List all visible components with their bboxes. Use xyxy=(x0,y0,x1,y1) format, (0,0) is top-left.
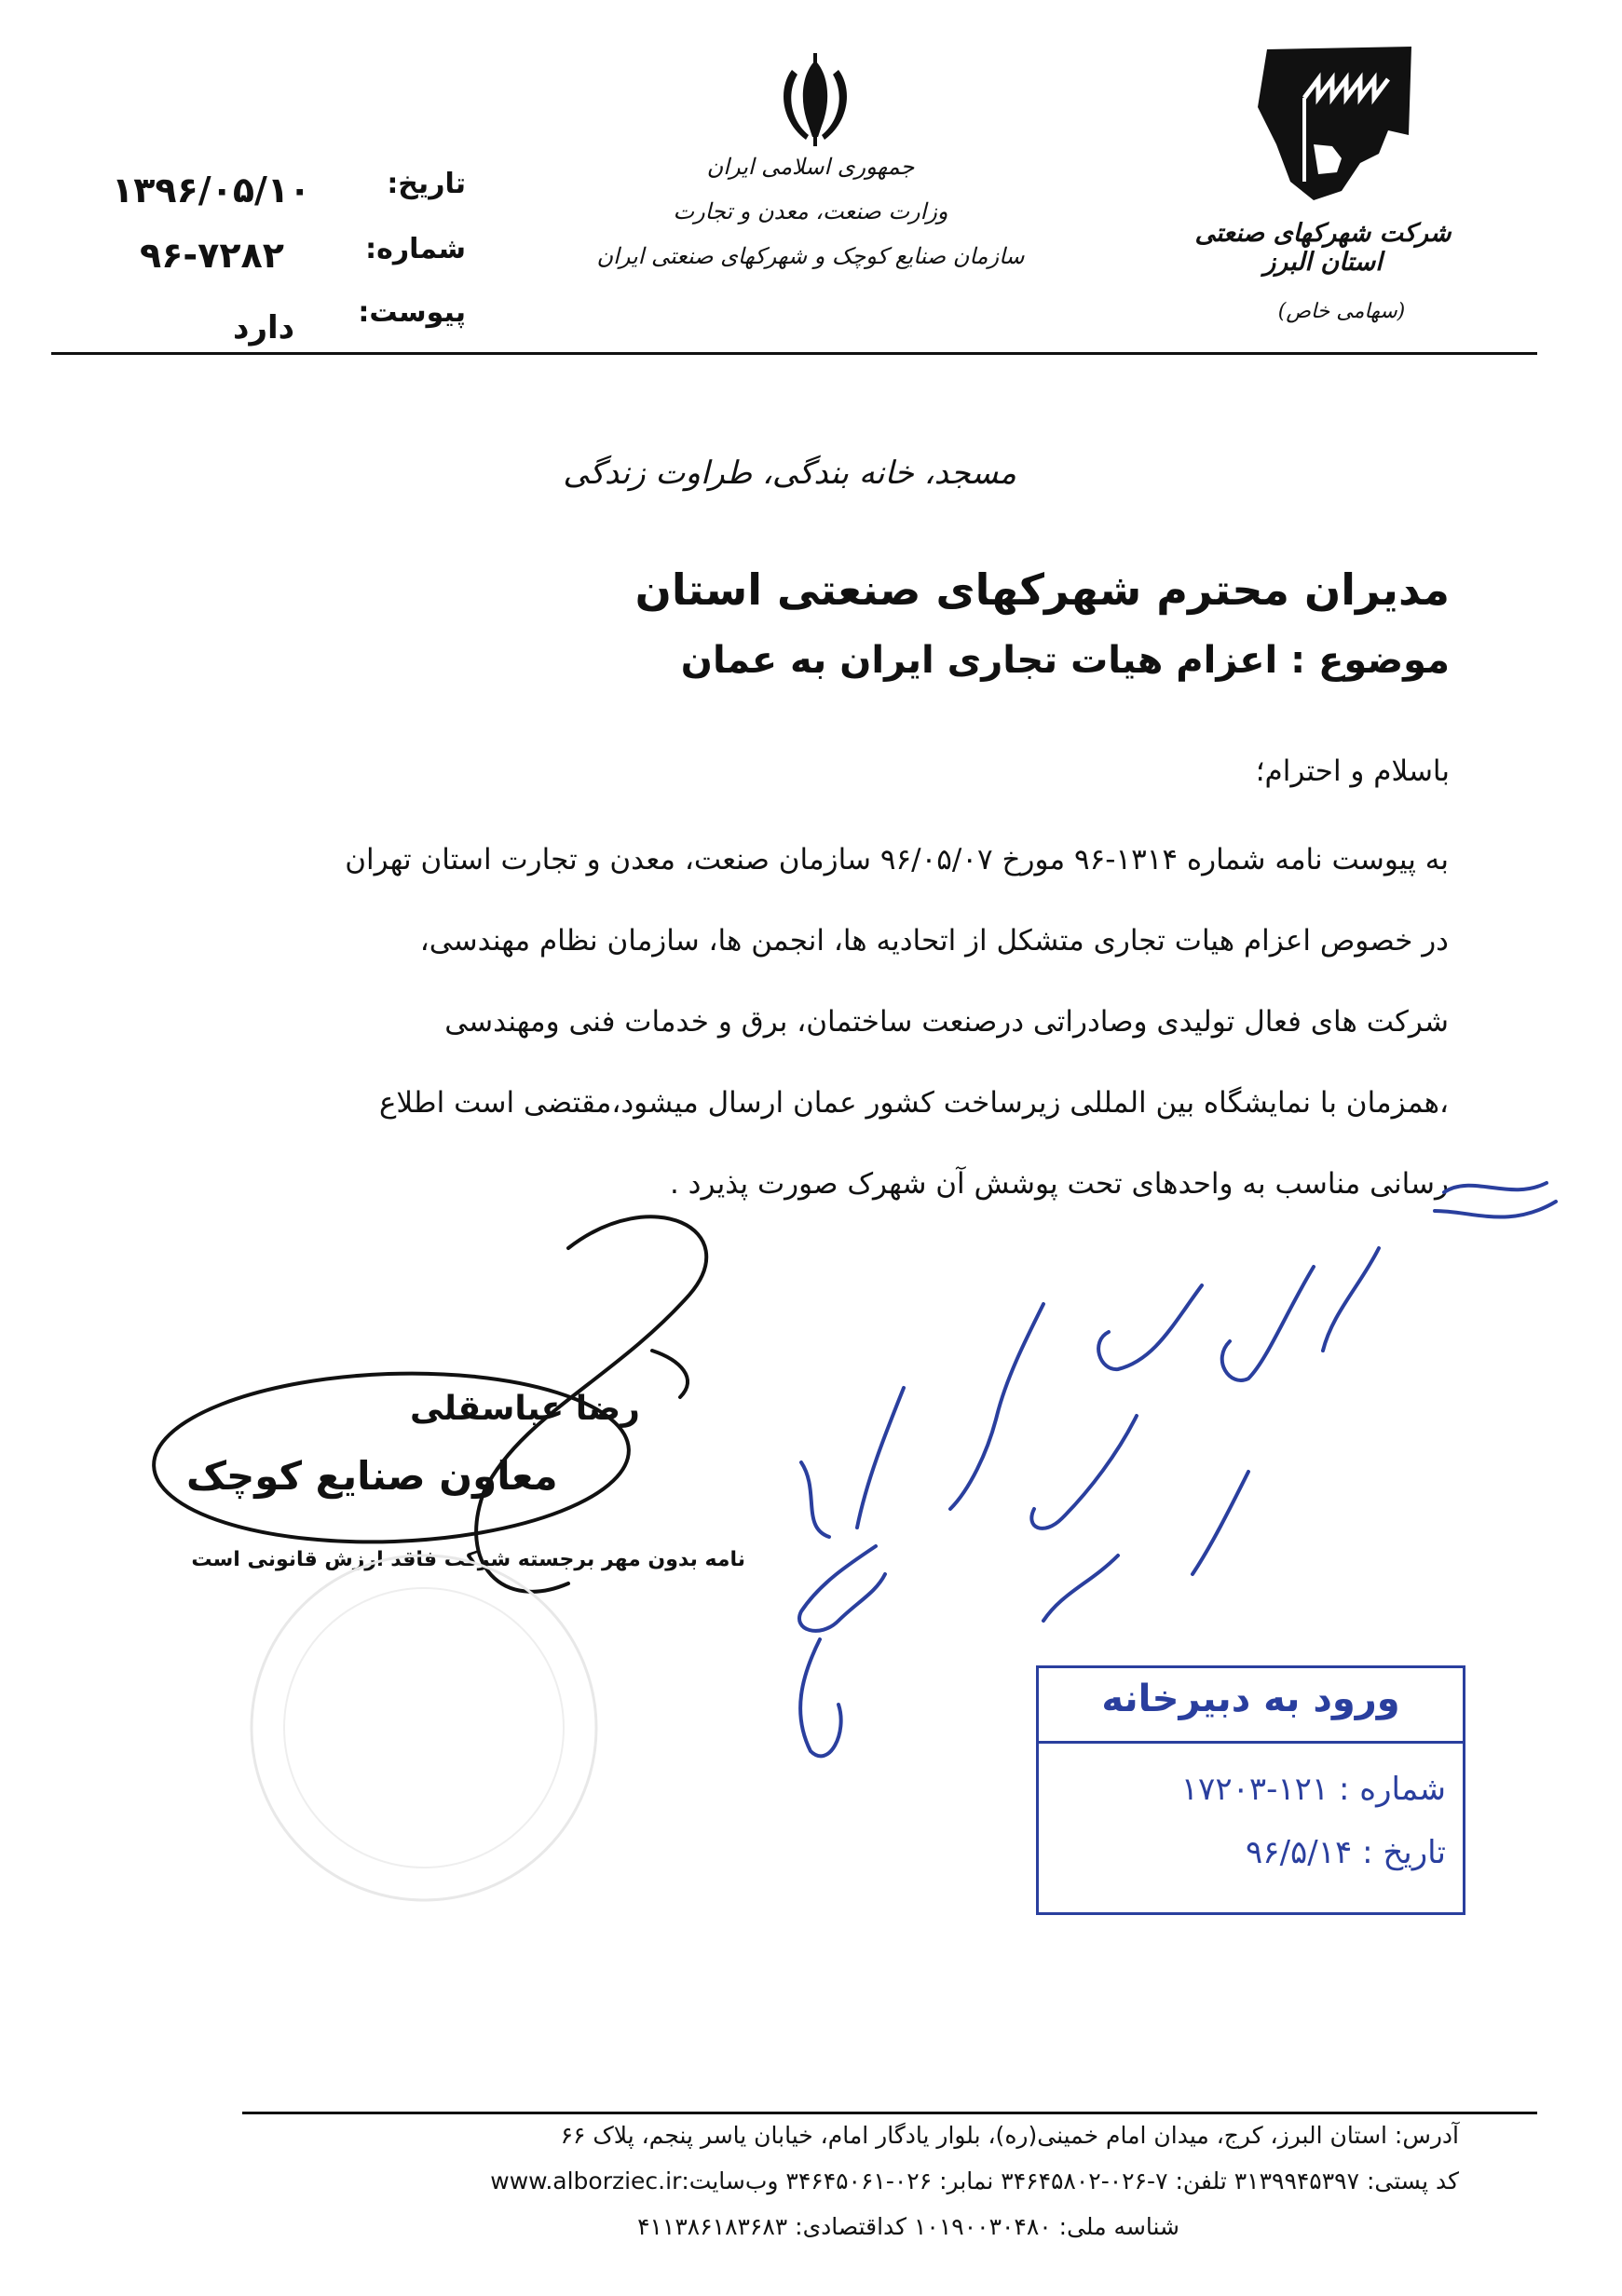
body-line: در خصوص اعزام هیات تجاری متشکل از اتحادیه ها، انجمن ها، سازمان نظام مهندسی، xyxy=(419,924,1449,958)
stamp-number: شماره : ۱۲۱-۱۷۲۰۳ xyxy=(1180,1771,1446,1808)
government-header xyxy=(578,154,1043,269)
secretariat-stamp xyxy=(1036,1665,1465,1915)
iran-emblem-icon xyxy=(764,51,866,149)
attachment-value: دارد xyxy=(233,309,295,346)
stamp-date: تاریخ : ۹۶/۵/۱۴ xyxy=(1246,1834,1446,1871)
company-logo-icon xyxy=(1248,42,1435,214)
number-label: شماره: xyxy=(365,233,466,265)
body-line: به پیوست نامه شماره ۱۳۱۴-۹۶ مورخ ۹۶/۰۵/۰۷ سازمان صنعت، معدن و تجارت استان تهران xyxy=(345,843,1449,876)
body-line: شرکت های فعال تولیدی وصادراتی درصنعت ساختمان، برق و خدمات فنی ومهندسی xyxy=(444,1005,1449,1039)
header-ministry: وزارت صنعت، معدن و تجارت xyxy=(673,198,948,224)
body-line: ،همزمان با نمایشگاه بین المللی زیرساخت کشور عمان ارسال میشود،مقتضی است اطلاع xyxy=(378,1086,1449,1120)
signatory-title: معاون صنایع کوچک xyxy=(186,1453,558,1499)
header-organization: سازمان صنایع کوچک و شهرکهای صنعتی ایران xyxy=(596,243,1025,269)
company-name: شرکت شهرکهای صنعتی استان البرز xyxy=(1194,219,1452,277)
header-country: جمهوری اسلامی ایران xyxy=(706,154,915,180)
greeting: باسلام و احترام؛ xyxy=(1255,754,1450,788)
footer-address: آدرس: استان البرز، کرج، میدان امام خمینی(ره)، بلوار یادگار امام، خیابان یاسر پنجم، پلاک ۶۶ xyxy=(560,2122,1459,2149)
subject-line: موضوع : اعزام هیات تجاری ایران به عمان xyxy=(680,639,1450,682)
legal-warning: نامه بدون مهر برجسته شرکت فاقد ارزش قانونی است xyxy=(191,1548,745,1571)
number-value: ۹۶-۷۲۸۲ xyxy=(140,235,284,276)
motto: مسجد، خانه بندگی، طراوت زندگی xyxy=(563,455,1016,492)
stamp-divider xyxy=(1039,1741,1463,1744)
addressee: مدیران محترم شهرکهای صنعتی استان xyxy=(634,564,1450,615)
footer-divider xyxy=(242,2112,1537,2114)
company-type: (سهامی خاص) xyxy=(1277,300,1406,323)
letter-meta xyxy=(102,149,475,363)
signatory-name: رضا عباسقلی xyxy=(410,1390,640,1428)
attachment-label: پیوست: xyxy=(358,296,466,329)
footer-contact: کد پستی: ۳۱۳۹۹۴۵۳۹۷ تلفن: ۷-۰۲۶-۳۴۶۴۵۸۰۲ نمابر: ۰۲۶-۳۴۶۴۵۰۶۱ وب‌سایت:www.alborziec.ir xyxy=(490,2167,1459,2194)
date-label: تاریخ: xyxy=(387,168,466,200)
stamp-title: ورود به دبیرخانه xyxy=(1101,1678,1400,1720)
embossed-seal xyxy=(238,1528,610,1928)
date-value: ۱۳۹۶/۰۵/۱۰ xyxy=(112,170,311,211)
body-line: رسانی مناسب به واحدهای تحت پوشش آن شهرک صورت پذیرد . xyxy=(669,1167,1449,1201)
header-divider xyxy=(51,352,1537,355)
footer-ids: شناسه ملی: ۱۰۱۹۰۰۳۰۴۸۰ کداقتصادی: ۴۱۱۳۸۶۱۸۳۶۸۳ xyxy=(637,2213,1179,2240)
